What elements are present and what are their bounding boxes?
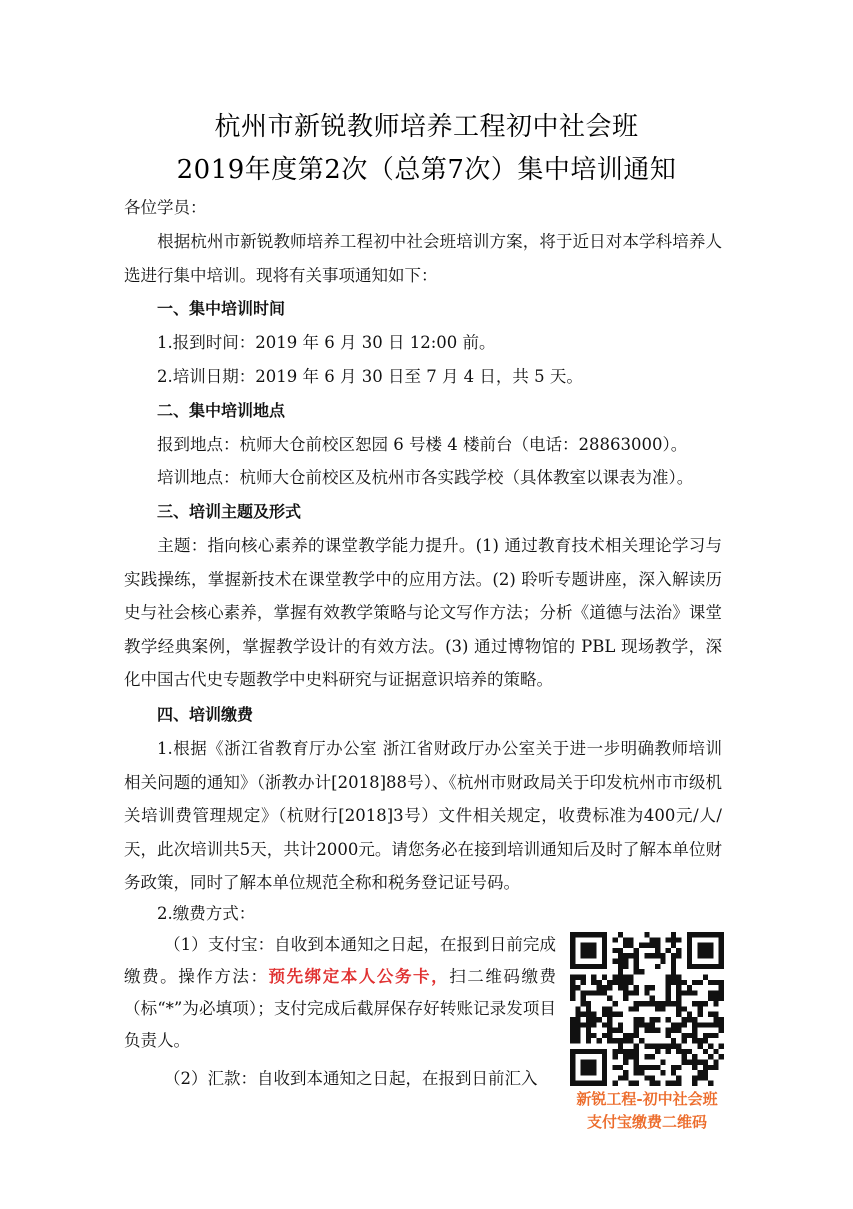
theme-text: 主题：指向核心素养的课堂教学能力提升。(1) 通过教育技术相关理论学习与实践操练，掌握新技术在课堂教学中的应用方法。(2) 聆听专题讲座，深入解读历史与社会核心素养，掌握有效教学策略与论文写作方法；分析《道德与法治》课堂教学经典案例，掌握教学设计的有效方法。(3) 通过博物馆的 PBL 现场教学，深化中国古代史专题教学中史料研究与证据意识培养的策略。 [124, 536, 722, 689]
salutation: 各位学员： [124, 198, 207, 217]
qr-code-icon[interactable] [570, 932, 724, 1086]
title-line-2: 2019年度第2次（总第7次）集中培训通知 [176, 155, 677, 185]
qr-caption-1: 新锐工程-初中社会班 [576, 1090, 718, 1108]
alipay-text-a: （1）支付宝：自收到本通知之日起，在报到日前完成缴费。操作方法： [124, 935, 556, 986]
qr-caption-2: 支付宝缴费二维码 [586, 1113, 707, 1131]
alipay-text-b: 扫二维码缴费（标“*”为必填项）；支付完成后截屏保存好转账记录发项目负责人。 [124, 967, 557, 1050]
intro-paragraph [124, 225, 722, 292]
remittance-text: （2）汇款：自收到本通知之日起，在报到日前汇入 [164, 1069, 538, 1088]
remittance-paragraph [124, 1063, 556, 1095]
theme-paragraph [124, 529, 722, 697]
report-location: 报到地点：杭师大仓前校区恕园 6 号楼 4 楼前台（电话：28863000）。 [157, 435, 688, 454]
fee-text: 1.根据《浙江省教育厅办公室 浙江省财政厅办公室关于进一步明确教师培训相关问题的通知》（浙教办计[2018]88号）、《杭州市财政局关于印发杭州市市级机关培训费管理规定》（杭财行[2018]3号）文件相关规定，收费标准为400元/人/天，此次培训共5天，共计2000元。请您务必在接到培训通知后及时了解本单位财务政策，同时了解本单位规范全称和税务登记证号码。 [124, 739, 722, 892]
fee-paragraph [124, 732, 722, 900]
payment-method-heading: 2.缴费方式： [157, 904, 256, 923]
alipay-highlight: 预先绑定本人公务卡， [268, 967, 450, 986]
alipay-paragraph [124, 929, 556, 1057]
section-4-heading: 四、培训缴费 [157, 705, 254, 724]
intro-text: 根据杭州市新锐教师培养工程初中社会班培训方案，将于近日对本学科培养人选进行集中培训。现将有关事项通知如下： [124, 232, 722, 285]
training-dates: 2.培训日期：2019 年 6 月 30 日至 7 月 4 日，共 5 天。 [157, 367, 583, 386]
title-line-1: 杭州市新锐教师培养工程初中社会班 [214, 112, 639, 142]
section-3-heading: 三、培训主题及形式 [157, 502, 302, 521]
section-2-heading: 二、集中培训地点 [157, 401, 286, 420]
section-1-heading: 一、集中培训时间 [157, 299, 286, 318]
report-time: 1.报到时间：2019 年 6 月 30 日 12:00 前。 [157, 333, 496, 352]
training-location: 培训地点：杭师大仓前校区及杭州市各实践学校（具体教室以课表为准）。 [157, 468, 694, 487]
